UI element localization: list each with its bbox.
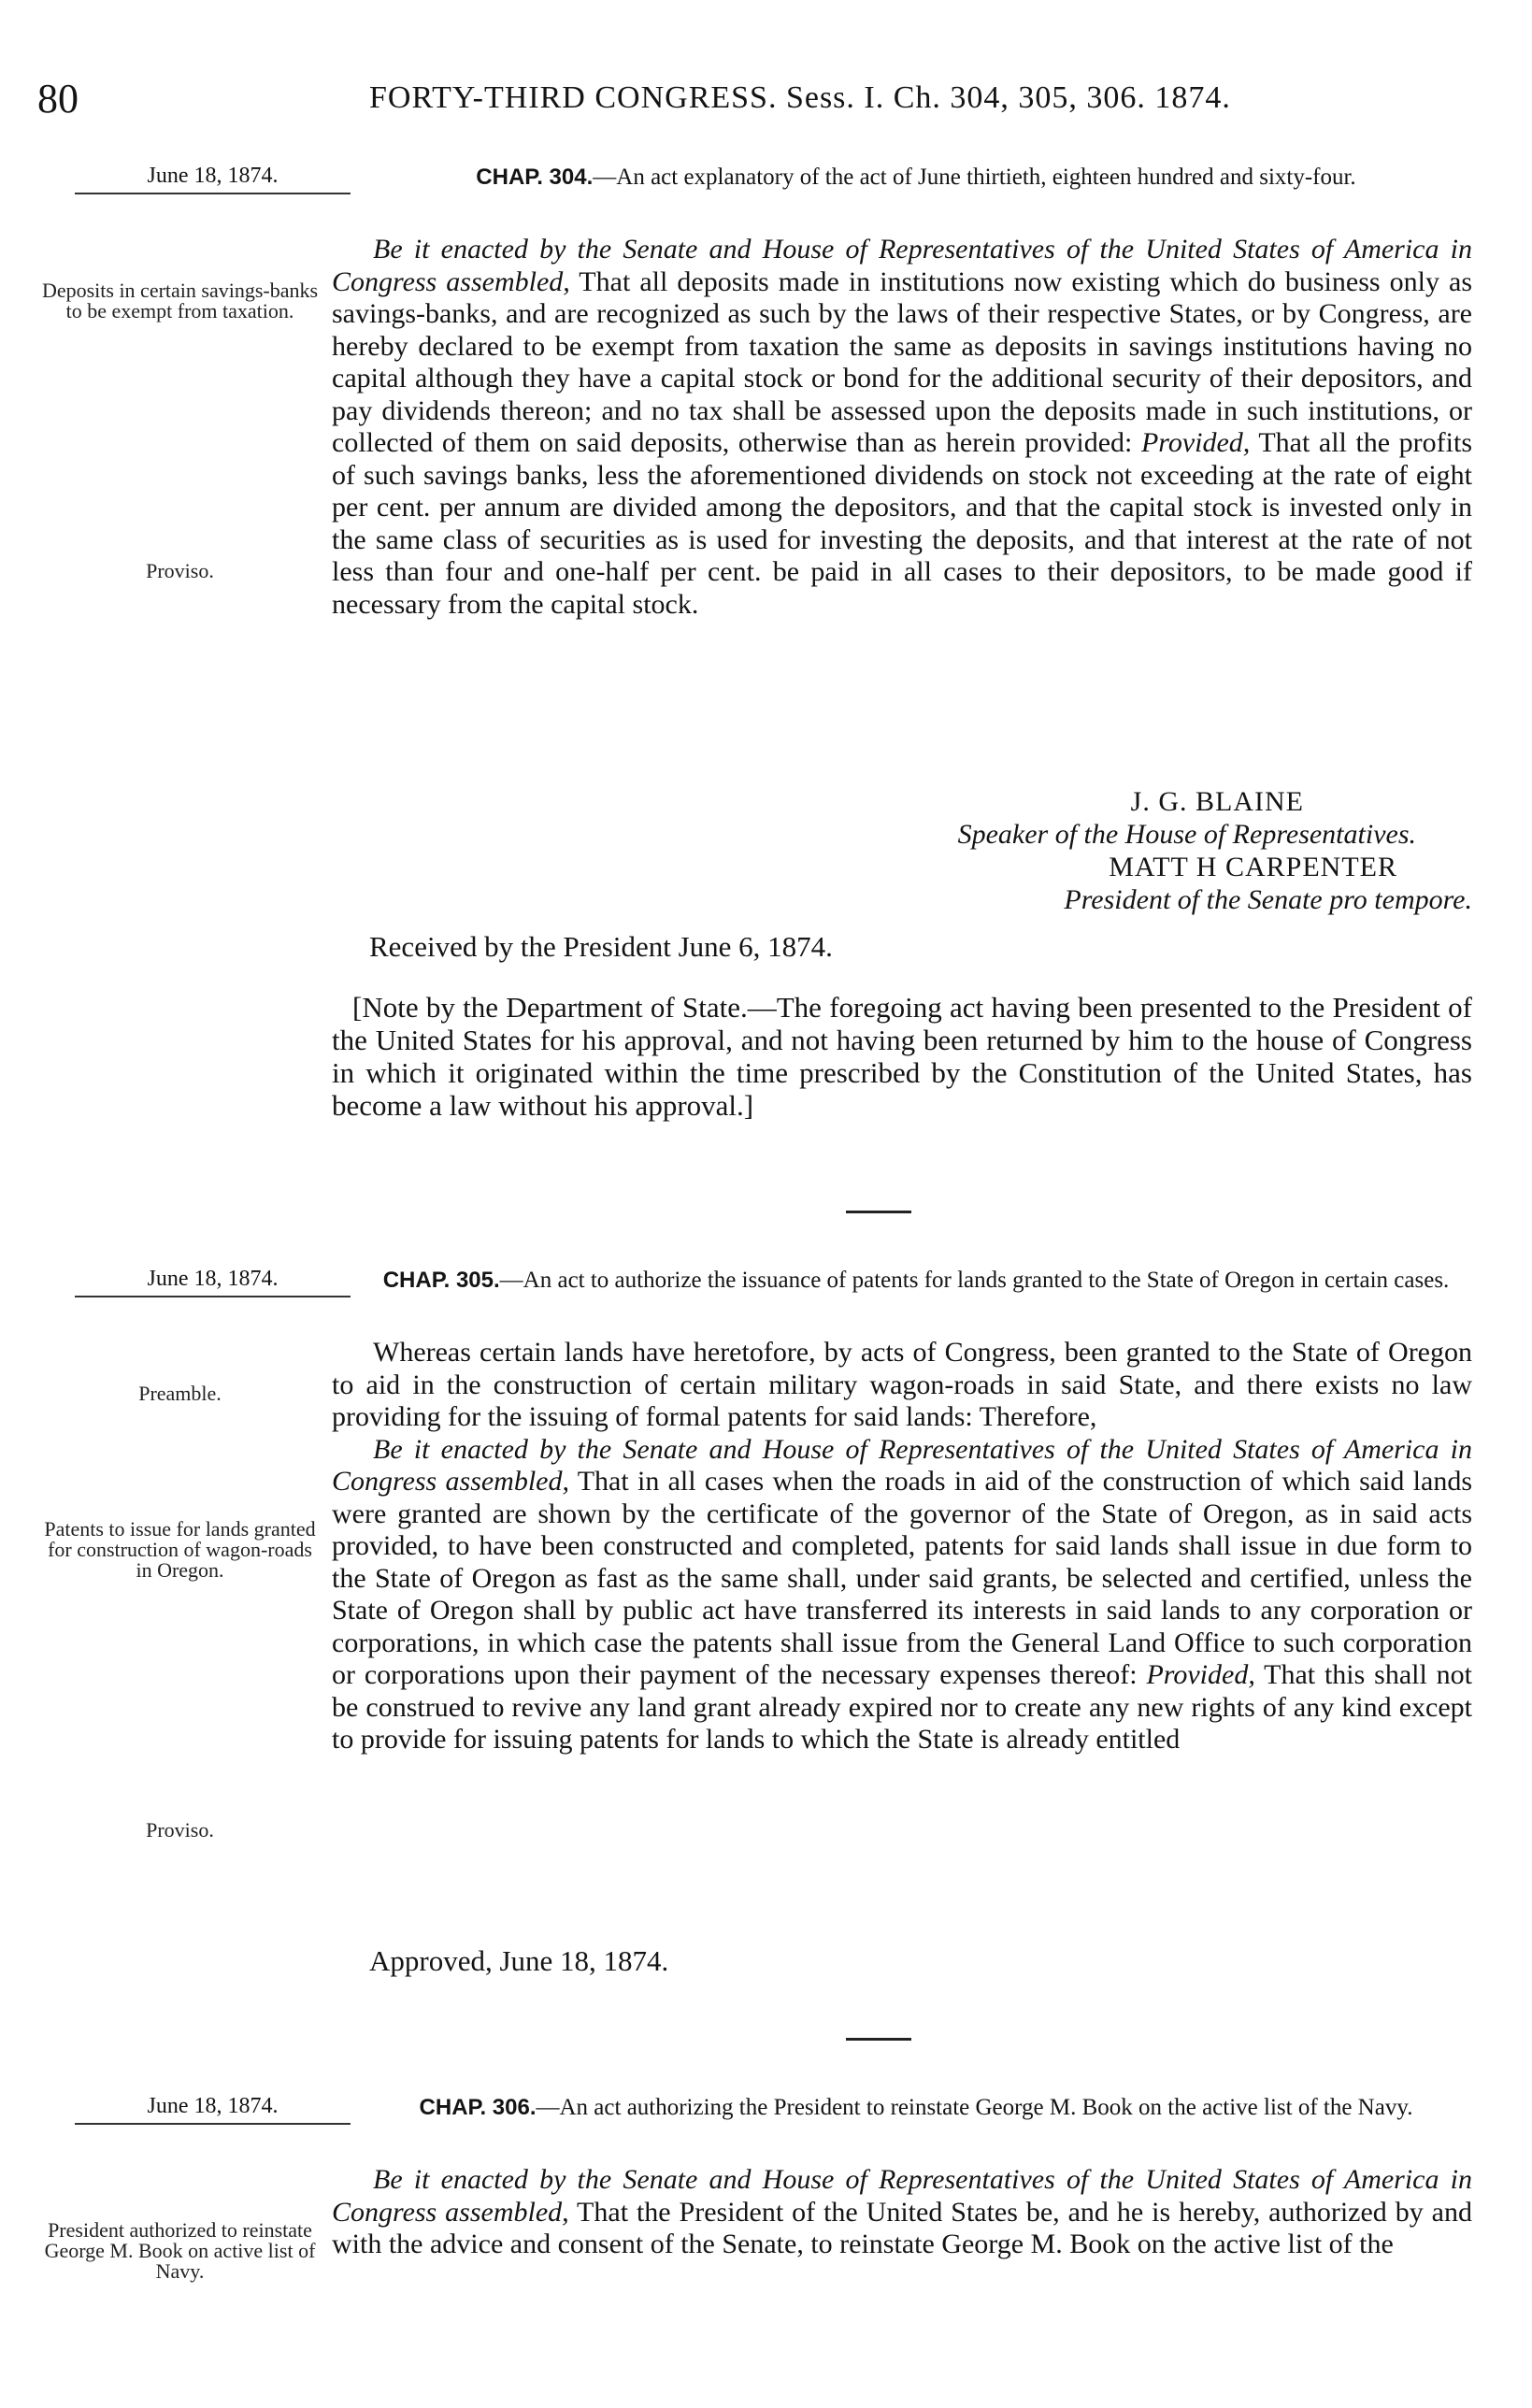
chapter-label: CHAP. 306. xyxy=(419,2095,537,2120)
provided-word: Provided, xyxy=(1146,1659,1255,1690)
chapter-306 xyxy=(37,2094,1477,2393)
enacting-clause: Be it enacted by the Senate and House of Representatives of the United States of America in Congress assembled, xyxy=(332,234,1472,297)
chapter-title xyxy=(355,2094,1477,2121)
marginal-note-patents: Patents to issue for lands granted for construction of wagon-roads in Oregon. xyxy=(44,1517,316,1582)
chapter-date: June 18, 1874. xyxy=(75,1267,351,1297)
chapter-date: June 18, 1874. xyxy=(75,164,351,194)
speaker-name: J. G. BLAINE xyxy=(1130,786,1304,817)
chapter-304 xyxy=(37,164,1477,1192)
received-line: Received by the President June 6, 1874. xyxy=(369,930,833,963)
marginal-note-reinstate: President authorized to reinstate George M. Book on active list of Navy. xyxy=(44,2218,316,2283)
chapter-title xyxy=(355,1267,1477,1294)
running-head: FORTY-THIRD CONGRESS. Sess. I. Ch. 304, 305, 306. 1874. xyxy=(369,80,1231,115)
chapter-body xyxy=(332,2164,1472,2261)
section-divider xyxy=(846,2038,911,2041)
enacting-clause: Be it enacted by the Senate and House of Representatives of the United States of America in Congress assembled, xyxy=(332,1433,1472,1497)
enacting-clause: Be it enacted by the Senate and House of Representatives of the United States of America in Congress assembled, xyxy=(332,2164,1472,2228)
body-text-2: That this shall not be construed to revive any land grant already expired nor to create any new rights of any kind except to provide for issuing patents for lands to which the State is already entitled xyxy=(332,1659,1472,1755)
state-department-note xyxy=(332,991,1472,1122)
chapter-305 xyxy=(37,1267,1477,1996)
signatures xyxy=(332,785,1472,916)
note-text: [Note by the Department of State.—The foregoing act having been presented to the President of the United States for his approval, and not having been returned by him to the house of Congress in which it originated within the time prescribed by the Constitution of the United States, has become a law without his approval.] xyxy=(332,991,1472,1122)
preamble-text: Whereas certain lands have heretofore, by acts of Congress, been granted to the State of Oregon to aid in the construction of certain military wagon-roads in said State, and there exists no law providing for the issuing of formal patents for said lands: Therefore, xyxy=(332,1337,1472,1432)
provided-word: Provided, xyxy=(1140,427,1251,458)
body-text-1: That all deposits made in institutions now existing which do business only as savings-banks, and are recognized as such by the laws of their respective States, or by Congress, are hereby declared to be exempt from taxation the same as deposits in savings institutions having no capital although they have a capital stock or bond for the additional security of their depositors, and pay dividends thereon; and no tax shall be assessed upon the deposits made in such institutions, or collected of them on said deposits, otherwise than as herein provided: xyxy=(332,265,1472,458)
chapter-label: CHAP. 304. xyxy=(476,165,594,190)
approved-line: Approved, June 18, 1874. xyxy=(369,1944,669,1977)
chapter-title-text: —An act authorizing the President to reinstate George M. Book on the active list of the Navy. xyxy=(536,2095,1413,2120)
marginal-note-deposits: Deposits in certain savings-banks to be exempt from taxation. xyxy=(41,279,319,322)
page-number: 80 xyxy=(37,76,79,122)
chapter-body xyxy=(332,1337,1472,1756)
chapter-title xyxy=(355,164,1477,191)
body-text-1: That the President of the United States be, and he is hereby, authorized by and with the advice and consent of the Senate, to reinstate George M. Book on the active list of the xyxy=(332,2196,1472,2259)
chapter-date: June 18, 1874. xyxy=(75,2094,351,2125)
president-senate-title: President of the Senate pro tempore. xyxy=(1064,884,1472,915)
page-header xyxy=(37,75,1468,131)
body-text-1: That in all cases when the roads in aid of the construction of which said lands were granted are shown by the certificate of the governor of the State of Oregon, as in said acts provided, to have been constructed and completed, patents for said lands shall issue in due form to the State of Oregon as fast as the same shall, under said grants, be selected and certified, unless the State of Oregon shall by public act have transferred its interests in said lands to any corporation or corporations, in which case the patents shall issue from the General Land Office to such corporation or corporations upon their payment of the necessary expenses thereof: xyxy=(332,1466,1472,1690)
chapter-title-text: —An act to authorize the issuance of patents for lands granted to the State of Oregon in certain cases. xyxy=(499,1268,1450,1293)
marginal-note-proviso: Proviso. xyxy=(146,559,214,582)
chapter-body xyxy=(332,234,1472,621)
president-senate-name: MATT H CARPENTER xyxy=(1109,852,1397,882)
chapter-title-text: —An act explanatory of the act of June thirtieth, eighteen hundred and sixty-four. xyxy=(593,165,1356,190)
speaker-title: Speaker of the House of Representatives. xyxy=(957,819,1416,850)
chapter-label: CHAP. 305. xyxy=(382,1268,500,1293)
marginal-note-proviso: Proviso. xyxy=(146,1818,214,1842)
body-text-2: That all the profits of such savings banks, less the aforementioned dividends on stock not exceeding at the rate of eight per cent. per annum are divided among the depositors, and that the capital stock is invested only in the same class of securities as is used for investing the deposits, and that interest at the rate of not less than four and one-half per cent. be paid in all cases to their depositors, to be made good if necessary from the capital stock. xyxy=(332,427,1472,620)
marginal-note-preamble: Preamble. xyxy=(138,1382,222,1405)
section-divider xyxy=(846,1211,911,1213)
